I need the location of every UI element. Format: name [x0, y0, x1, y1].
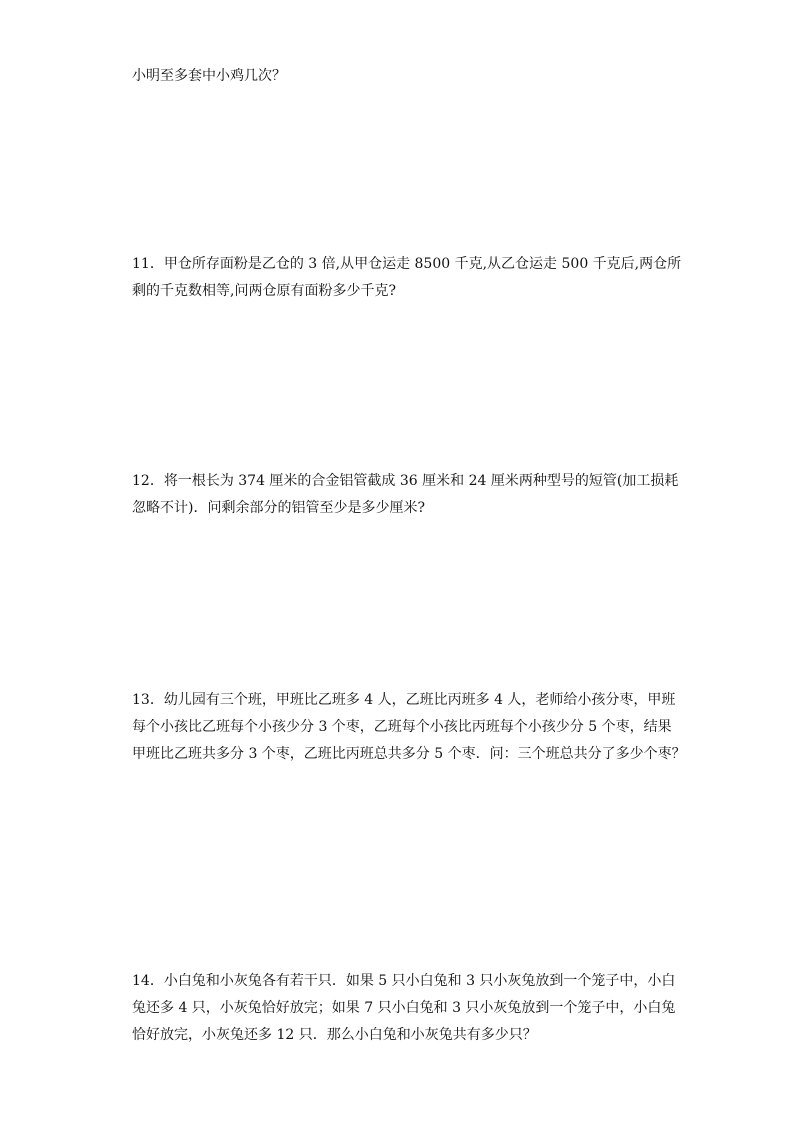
question-14 — [132, 968, 676, 1049]
question-text-line: 兔还多 4 只，小灰兔恰好放完；如果 7 只小白兔和 3 只小灰兔放到一个笼子中，小白兔 — [132, 1000, 676, 1016]
question-12 — [132, 468, 679, 522]
question-text-line: 忽略不计)．问剩余部分的铝管至少是多少厘米? — [132, 500, 425, 516]
question-text-line: 恰好放完，小灰兔还多 12 只．那么小白兔和小灰兔共有多少只？ — [132, 1027, 537, 1043]
question-13 — [132, 687, 686, 768]
question-text-line: 甲班比乙班共多分 3 个枣，乙班比丙班总共多分 5 个枣．问：三个班总共分了多少个枣？ — [132, 746, 686, 762]
question-text-line: 12．将一根长为 374 厘米的合金铝管截成 36 厘米和 24 厘米两种型号的短管(加工损耗 — [132, 473, 679, 489]
question-11 — [132, 251, 682, 305]
question-text-line: 14．小白兔和小灰兔各有若干只．如果 5 只小白兔和 3 只小灰兔放到一个笼子中，小白 — [132, 973, 676, 989]
question-text-line: 13．幼儿园有三个班，甲班比乙班多 4 人，乙班比丙班多 4 人，老师给小孩分枣，甲班 — [132, 692, 676, 708]
question-text-line: 11．甲仓所存面粉是乙仓的 3 倍,从甲仓运走 8500 千克,从乙仓运走 500 千克后,两仓所 — [132, 256, 682, 272]
question-10-continuation — [132, 63, 662, 90]
question-text-line: 小明至多套中小鸡几次？ — [132, 68, 286, 84]
question-text-line: 剩的千克数相等,问两仓原有面粉多少千克? — [132, 283, 396, 299]
question-text-line: 每个小孩比乙班每个小孩少分 3 个枣，乙班每个小孩比丙班每个小孩少分 5 个枣，结果 — [132, 719, 672, 735]
